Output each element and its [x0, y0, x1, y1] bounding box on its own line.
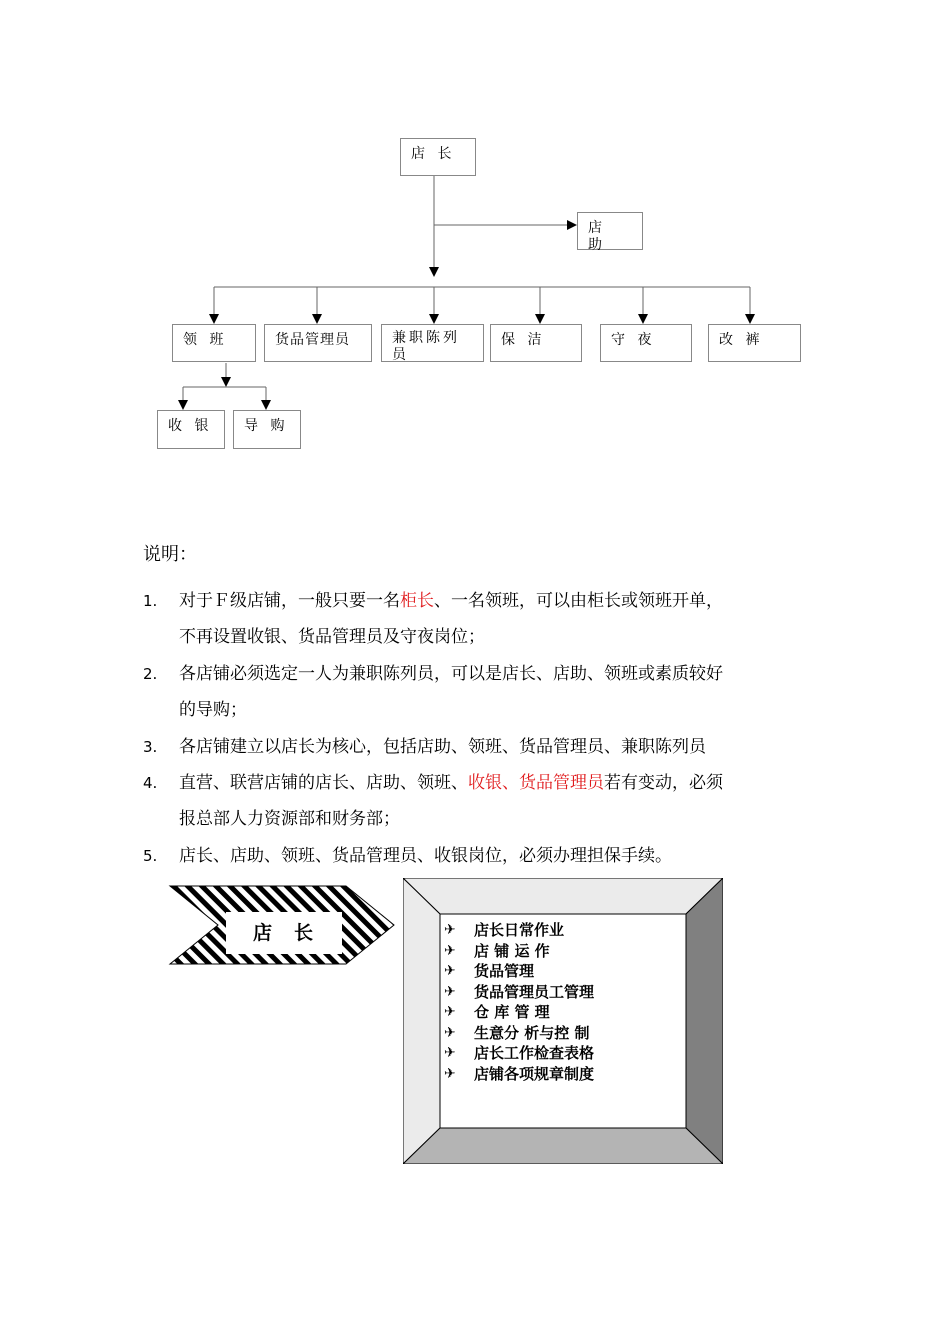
airplane-icon: ✈	[444, 983, 456, 1000]
note-text: 报总部人力资源部和财务部；	[179, 809, 400, 829]
org-node-tailor: 改 裤	[708, 324, 801, 362]
duty-item	[444, 1002, 594, 1023]
airplane-icon: ✈	[444, 1004, 456, 1020]
airplane-icon: ✈	[444, 1024, 456, 1041]
org-chart-connectors	[0, 0, 950, 470]
note-text: 不再设置收银、货品管理员及守夜岗位；	[179, 627, 485, 647]
org-node-goods-manager: 货品管理员	[264, 324, 372, 362]
airplane-icon: ✈	[444, 1065, 456, 1082]
org-node-assistant: 店 助	[577, 212, 643, 250]
note-line	[179, 765, 823, 801]
manager-duties-list	[444, 920, 594, 1084]
note-text: 、一名领班，可以由柜长或领班开单，	[434, 591, 723, 611]
duty-label: 店 铺 运 作	[474, 941, 550, 960]
note-number: 2.	[143, 665, 158, 683]
note-item	[143, 583, 823, 655]
note-item	[143, 729, 823, 765]
airplane-icon: ✈	[444, 942, 456, 959]
note-item	[143, 838, 823, 874]
duty-item	[444, 1043, 594, 1064]
note-text: 各店铺建立以店长为核心，包括店助、领班、货品管理员、兼职陈列员	[179, 737, 706, 757]
duty-label: 店铺各项规章制度	[474, 1064, 595, 1083]
note-text: 店长、店助、领班、货品管理员、收银岗位，必须办理担保手续。	[179, 846, 672, 866]
note-line	[179, 656, 823, 692]
org-node-cashier: 收 银	[157, 410, 225, 449]
duty-item	[444, 1064, 594, 1085]
duty-label: 店长工作检查表格	[474, 1044, 595, 1062]
note-text: 直营、联营店铺的店长、店助、领班、	[179, 773, 468, 793]
duty-label: 货品管理员工管理	[474, 982, 595, 1001]
note-line	[179, 838, 823, 874]
duty-label: 店长日常作业	[474, 921, 565, 939]
note-text: 若有变动，必须	[604, 773, 723, 793]
org-node-night-guard: 守 夜	[600, 324, 692, 362]
note-text: 对于Ｆ级店铺，一般只要一名	[179, 591, 400, 611]
airplane-icon: ✈	[444, 922, 456, 938]
highlighted-text: 柜长	[400, 591, 434, 611]
duty-item	[444, 961, 594, 982]
duty-item	[444, 1023, 594, 1044]
note-number: 3.	[143, 738, 158, 756]
org-node-display-staff: 兼职陈列员	[381, 324, 484, 362]
duty-item	[444, 920, 594, 941]
note-line	[179, 729, 823, 765]
org-node-store-manager: 店 长	[400, 138, 476, 176]
store-manager-arrow-label: 店长	[226, 912, 342, 954]
note-line	[179, 583, 823, 619]
notes-title: 说明：	[143, 544, 197, 565]
note-number: 5.	[143, 847, 158, 865]
org-node-team-lead: 领 班	[172, 324, 256, 362]
note-line	[179, 619, 823, 655]
note-line	[179, 801, 823, 837]
note-line	[179, 692, 823, 728]
duty-label: 仓 库 管 理	[474, 1003, 550, 1021]
duty-item	[444, 941, 594, 962]
duty-label: 生意分 析与控 制	[474, 1023, 590, 1042]
org-node-cleaner: 保 洁	[490, 324, 582, 362]
note-item	[143, 765, 823, 837]
note-item	[143, 656, 823, 728]
note-number: 1.	[143, 592, 158, 610]
duty-label: 货品管理	[474, 962, 535, 980]
note-text: 的导购；	[179, 700, 247, 720]
note-number: 4.	[143, 774, 158, 792]
airplane-icon: ✈	[444, 1045, 456, 1061]
org-node-sales-guide: 导 购	[233, 410, 301, 449]
airplane-icon: ✈	[444, 963, 456, 979]
highlighted-text: 收银、货品管理员	[468, 773, 604, 793]
note-text: 各店铺必须选定一人为兼职陈列员，可以是店长、店助、领班或素质较好	[179, 664, 723, 684]
duty-item	[444, 982, 594, 1003]
